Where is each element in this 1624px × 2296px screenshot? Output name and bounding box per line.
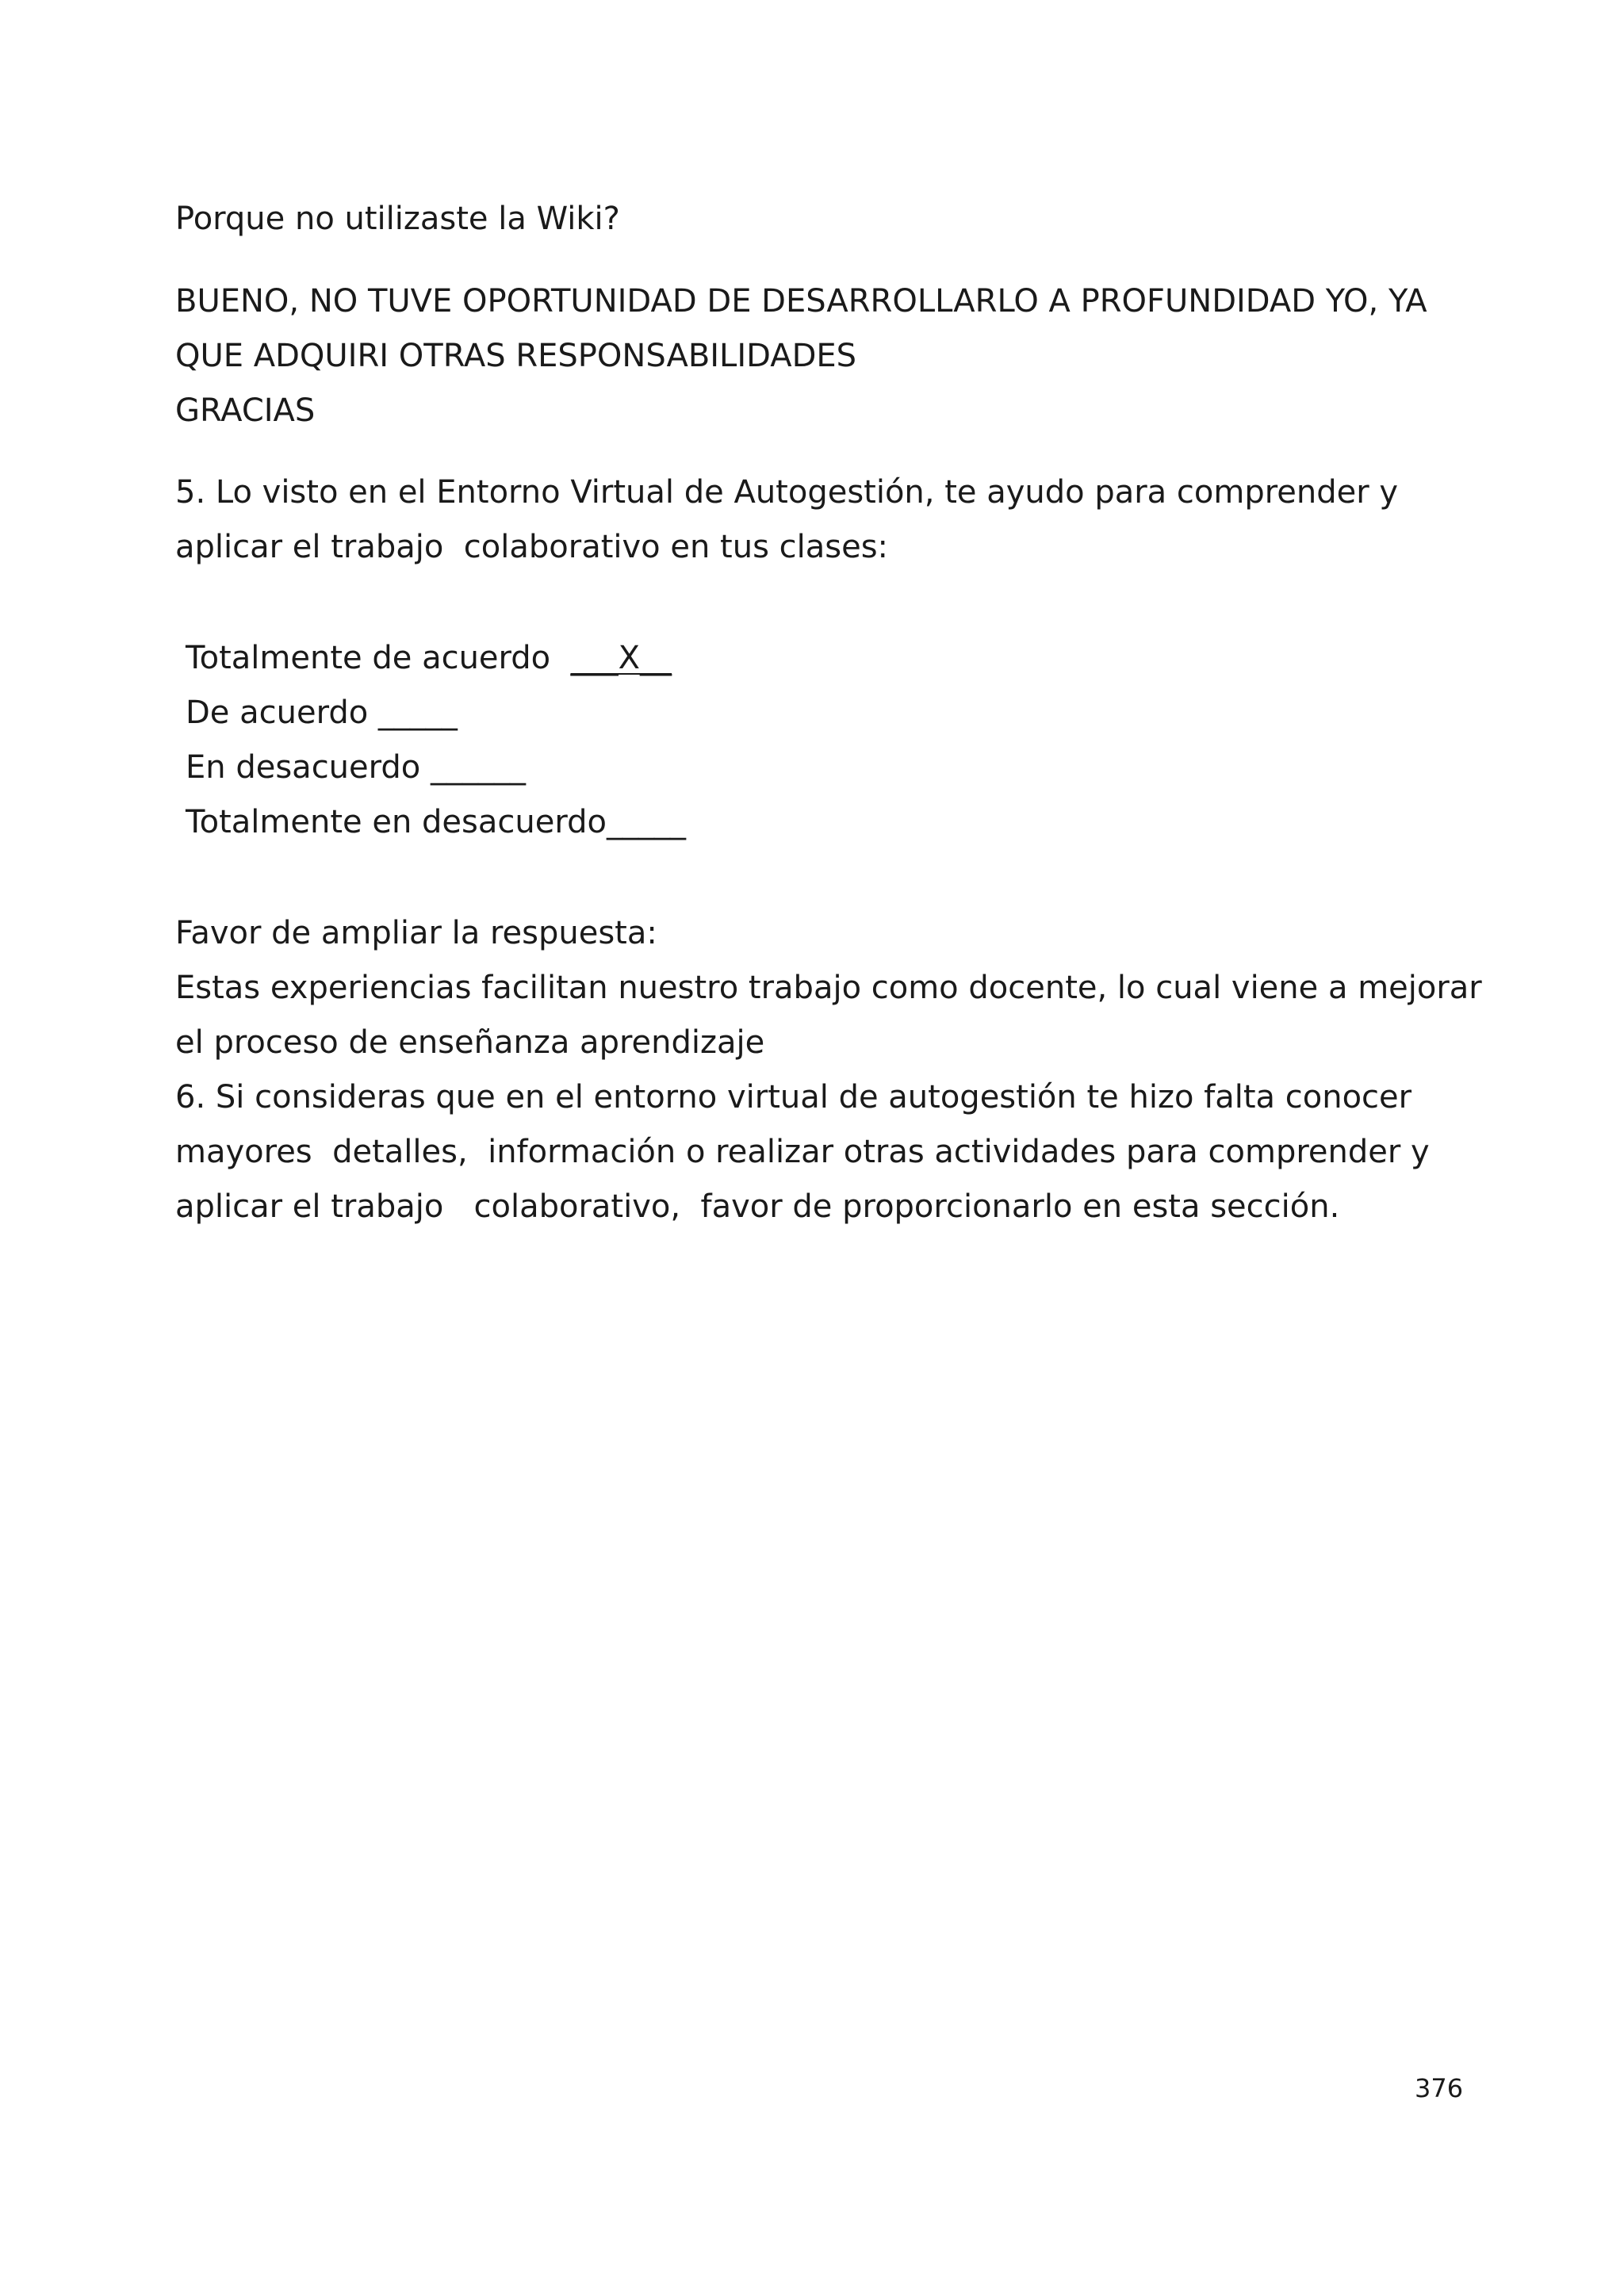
expand-answer-line-2: el proceso de enseñanza aprendizaje (175, 1024, 765, 1061)
wiki-answer-line-1: BUENO, NO TUVE OPORTUNIDAD DE DESARROLLARLO A PROFUNDIDAD YO, YA (175, 283, 1427, 320)
question-6-line-2: mayores detalles, información o realizar otras actividades para comprender y (175, 1134, 1430, 1170)
expand-answer-line-1: Estas experiencias facilitan nuestro trabajo como docente, lo cual viene a mejorar (175, 970, 1482, 1006)
option-label: En desacuerdo (186, 749, 431, 786)
question-6-line-1: 6. Si consideras que en el entorno virtual de autogestión te hizo falta conocer (175, 1079, 1412, 1115)
option-answer-blank: _____ (377, 695, 458, 731)
wiki-answer-line-3: GRACIAS (175, 392, 316, 429)
option-label: Totalmente en desacuerdo (186, 804, 607, 840)
question-5-line-1: 5. Lo visto en el Entorno Virtual de Autogestión, te ayudo para comprender y (175, 474, 1399, 511)
option-en-desacuerdo (186, 740, 526, 795)
wiki-question: Porque no utilizaste la Wiki? (175, 201, 620, 237)
page-number: 376 (1415, 2073, 1464, 2103)
option-totalmente-en-desacuerdo (186, 795, 686, 850)
option-totalmente-de-acuerdo (186, 631, 672, 686)
expand-answer-label: Favor de ampliar la respuesta: (175, 915, 657, 951)
option-answer-blank-marked: ___X__ (570, 640, 672, 676)
question-6-line-3: aplicar el trabajo colaborativo, favor de proporcionarlo en esta sección. (175, 1188, 1340, 1225)
question-5-line-2: aplicar el trabajo colaborativo en tus clases: (175, 529, 889, 565)
option-answer-blank: ______ (430, 749, 526, 786)
option-answer-blank: _____ (606, 804, 686, 840)
wiki-answer-line-2: QUE ADQUIRI OTRAS RESPONSABILIDADES (175, 338, 857, 374)
option-label: Totalmente de acuerdo (186, 640, 571, 676)
option-label: De acuerdo (186, 695, 378, 731)
option-de-acuerdo (186, 686, 458, 740)
